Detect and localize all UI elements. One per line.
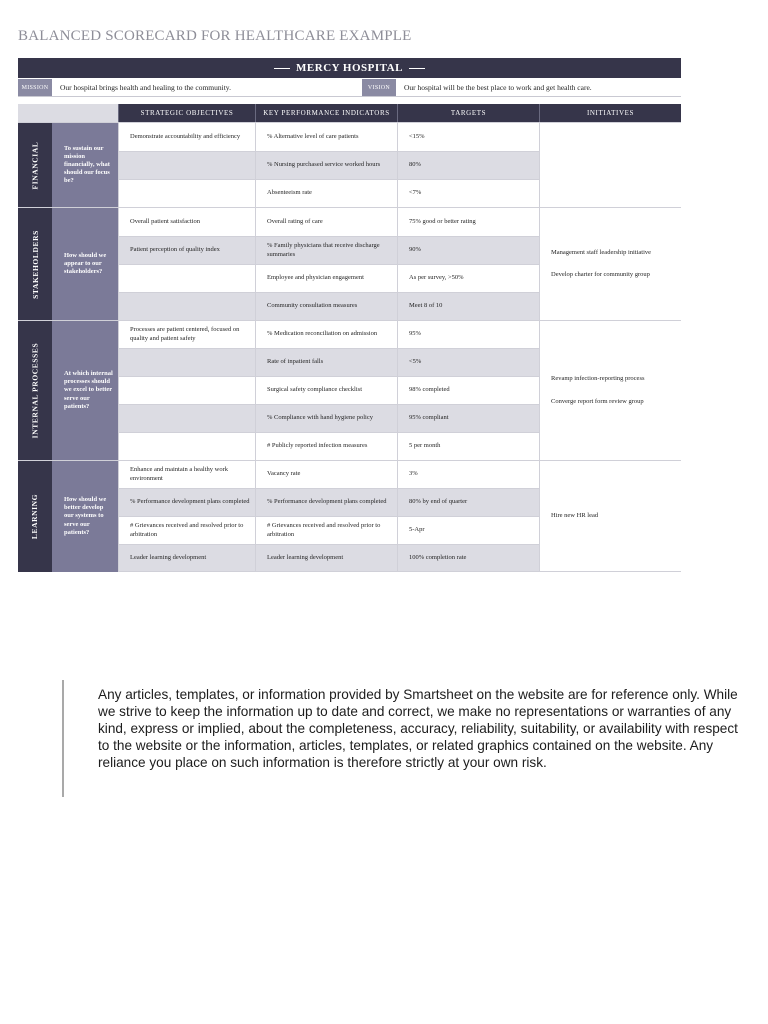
- document-title: BALANCED SCORECARD FOR HEALTHCARE EXAMPLE: [18, 28, 412, 44]
- kpi-cell: % Compliance with hand hygiene policy: [255, 404, 397, 432]
- target-cell: 90%: [397, 236, 539, 264]
- objective-cell: % Performance development plans completed: [118, 488, 255, 516]
- vision-text: Our hospital will be the best place to work and get health care.: [404, 83, 592, 92]
- scorecard-table: [18, 104, 681, 572]
- target-cell: 100% completion rate: [397, 544, 539, 572]
- objective-cell: Demonstrate accountability and efficiency: [118, 122, 255, 151]
- kpi-cell: Community consultation measures: [255, 292, 397, 320]
- objective-cell: [118, 151, 255, 179]
- kpi-cell: Surgical safety compliance checklist: [255, 376, 397, 404]
- kpi-cell: % Performance development plans completed: [255, 488, 397, 516]
- target-cell: 5 per month: [397, 432, 539, 460]
- perspective-label: [18, 122, 52, 207]
- mission-text: Our hospital brings health and healing to the community.: [60, 83, 231, 92]
- kpi-cell: % Nursing purchased service worked hours: [255, 151, 397, 179]
- disclaimer-text: Any articles, templates, or information provided by Smartsheet on the website are for reference only. While we strive to keep the information up to date and correct, we make no representations or warranties of any kind, express or implied, about the completeness, accuracy, reliability, suitability, or availability with respect to the website or the information, articles, templates, or related graphics contained on the website. Any reliance you place on such information is therefore strictly at your own risk.: [62, 680, 742, 797]
- target-cell: 75% good or better rating: [397, 207, 539, 236]
- objective-cell: [118, 348, 255, 376]
- kpi-cell: Absenteeism rate: [255, 179, 397, 207]
- target-cell: 5-Apr: [397, 516, 539, 544]
- objective-cell: [118, 179, 255, 207]
- objective-cell: Processes are patient centered, focused on quality and patient safety: [118, 320, 255, 348]
- target-cell: Meet 8 of 10: [397, 292, 539, 320]
- target-cell: <5%: [397, 348, 539, 376]
- column-header-initiatives: INITIATIVES: [539, 104, 681, 122]
- target-cell: 3%: [397, 460, 539, 488]
- kpi-cell: Overall rating of care: [255, 207, 397, 236]
- initiative-item: Converge report form review group: [551, 397, 644, 405]
- perspective-name: LEARNING: [30, 493, 40, 540]
- initiatives-cell: [539, 460, 681, 572]
- objective-cell: [118, 264, 255, 292]
- column-header-objectives: STRATEGIC OBJECTIVES: [118, 104, 255, 122]
- kpi-cell: % Medication reconciliation on admission: [255, 320, 397, 348]
- perspective-name: INTERNAL PROCESSES: [30, 342, 40, 439]
- target-cell: As per survey, >50%: [397, 264, 539, 292]
- objective-cell: [118, 432, 255, 460]
- title-dash-left: [274, 68, 290, 69]
- initiatives-cell: [539, 122, 681, 207]
- kpi-cell: % Family physicians that receive discharge summaries: [255, 236, 397, 264]
- column-header-kpis: KEY PERFORMANCE INDICATORS: [255, 104, 397, 122]
- kpi-cell: % Alternative level of care patients: [255, 122, 397, 151]
- perspective-question: To sustain our mission financially, what should our focus be?: [52, 122, 118, 207]
- objective-cell: Leader learning development: [118, 544, 255, 572]
- initiative-item: Hire new HR lead: [551, 511, 599, 519]
- hospital-name-bar: [18, 58, 681, 78]
- target-cell: 95%: [397, 320, 539, 348]
- target-cell: <7%: [397, 179, 539, 207]
- kpi-cell: Leader learning development: [255, 544, 397, 572]
- initiatives-cell: [539, 207, 681, 320]
- perspective-question: How should we better develop our systems to serve our patients?: [52, 460, 118, 572]
- objective-cell: Overall patient satisfaction: [118, 207, 255, 236]
- objective-cell: [118, 376, 255, 404]
- mission-label: MISSION: [18, 79, 52, 96]
- objective-cell: [118, 404, 255, 432]
- title-dash-right: [409, 68, 425, 69]
- target-cell: 98% completed: [397, 376, 539, 404]
- target-cell: <15%: [397, 122, 539, 151]
- header-blank: [18, 104, 118, 122]
- hospital-name: MERCY HOSPITAL: [296, 62, 403, 74]
- objective-cell: [118, 292, 255, 320]
- perspective-question: How should we appear to our stakeholders?: [52, 207, 118, 320]
- kpi-cell: Rate of inpatient falls: [255, 348, 397, 376]
- perspective-label: [18, 207, 52, 320]
- kpi-cell: # Publicly reported infection measures: [255, 432, 397, 460]
- initiative-item: Develop charter for community group: [551, 271, 650, 278]
- initiatives-cell: [539, 320, 681, 460]
- kpi-cell: Employee and physician engagement: [255, 264, 397, 292]
- kpi-cell: Vacancy rate: [255, 460, 397, 488]
- mission-vision-row: [18, 79, 681, 97]
- target-cell: 80% by end of quarter: [397, 488, 539, 516]
- perspective-name: FINANCIAL: [30, 141, 40, 189]
- initiative-item: Management staff leadership initiative: [551, 248, 652, 256]
- objective-cell: # Grievances received and resolved prior to arbitration: [118, 516, 255, 544]
- objective-cell: Patient perception of quality index: [118, 236, 255, 264]
- perspective-label: [18, 320, 52, 460]
- perspective-question: At which internal processes should we excel to better serve our patients?: [52, 320, 118, 460]
- column-header-targets: TARGETS: [397, 104, 539, 122]
- objective-cell: Enhance and maintain a healthy work environment: [118, 460, 255, 488]
- initiative-item: Revamp infection-reporting process: [551, 375, 645, 383]
- vision-label: VISION: [362, 79, 396, 96]
- perspective-name: STAKEHOLDERS: [30, 229, 40, 299]
- perspective-label: [18, 460, 52, 572]
- target-cell: 80%: [397, 151, 539, 179]
- kpi-cell: # Grievances received and resolved prior to arbitration: [255, 516, 397, 544]
- target-cell: 95% compliant: [397, 404, 539, 432]
